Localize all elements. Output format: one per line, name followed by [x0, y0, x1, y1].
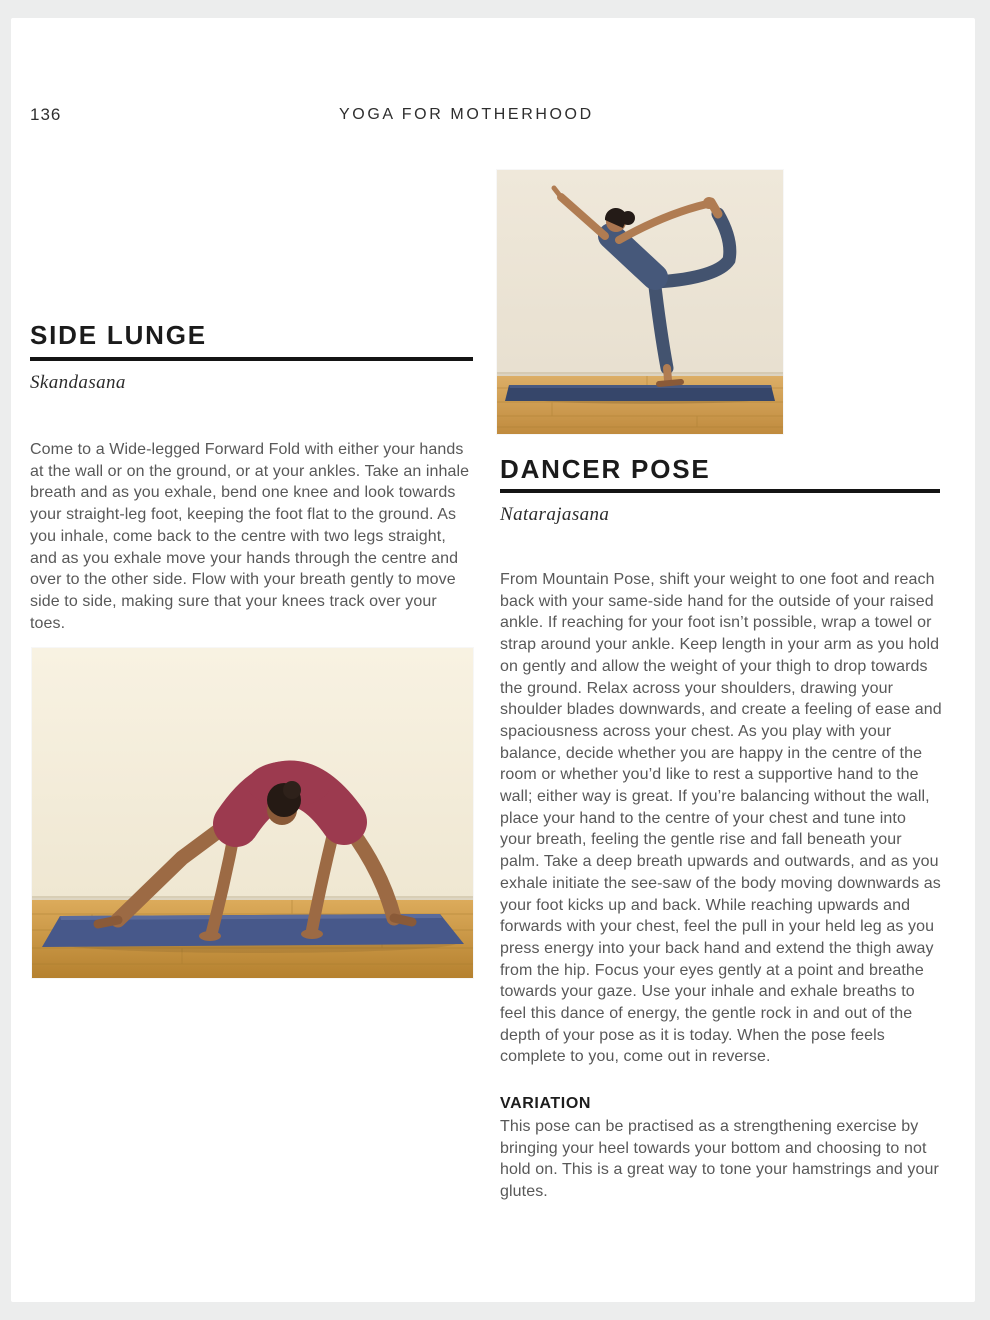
side-lunge-sanskrit-name: Skandasana	[30, 372, 126, 393]
side-lunge-title-rule	[30, 357, 473, 361]
dancer-pose-title-rule	[500, 489, 940, 493]
variation-instructions: This pose can be practised as a strengthening exercise by bringing your heel towards your bottom and choosing to not hold on. This is a great way to tone your hamstrings and your glutes.	[500, 1118, 939, 1201]
dancer-pose-title: DANCER POSE	[500, 454, 711, 484]
dancer-pose-instructions: From Mountain Pose, shift your weight to one foot and reach back with your same-side hand for the outside of your raised ankle. If reaching for your foot isn’t possible, wrap a towel or strap around your ankle. Keep length in your arm as you hold on gently and allow the weight of your thigh to drop towards the ground. Relax across your shoulders, drawing your shoulder blades downwards, and create a feeling of ease and spaciousness across your chest. As you play with your balance, decide whether you are happy in the centre of the room or whether you’d like to rest a supportive hand to the wall; either way is great. If you’re balancing without the wall, place your hand to the centre of your chest and tune into your breath, feeling the gentle rise and fall beneath your palm. Take a deep breath upwards and outwards, and as you exhale initiate the see-saw of the body moving downwards as your foot kicks up and back. While reaching upwards and forwards with your chest, feel the pull in your held leg as you press energy into your back hand and extend the thigh away from the hip. Focus your eyes gently at a point and breathe towards your gaze. Use your inhale and exhale breaths to feel this dance of energy, the gentle rock in and out of the depth of your pose as it is today. When the pose feels complete to you, come out in reverse.	[500, 571, 942, 1066]
dancer-pose-photo	[497, 170, 783, 434]
variation-heading: VARIATION	[500, 1095, 592, 1112]
page-number: 136	[30, 105, 62, 124]
book-page	[11, 18, 975, 1302]
side-lunge-title: SIDE LUNGE	[30, 320, 207, 350]
side-lunge-photo	[32, 648, 473, 978]
side-lunge-illustration	[32, 648, 473, 978]
dancer-pose-illustration	[497, 170, 783, 434]
dancer-pose-sanskrit-name: Natarajasana	[500, 504, 610, 525]
running-title: YOGA FOR MOTHERHOOD	[339, 106, 594, 123]
side-lunge-instructions: Come to a Wide-legged Forward Fold with either your hands at the wall or on the ground, or at your ankles. Take an inhale breath and as you exhale, bend one knee and look towards your straight-leg foot, keeping the foot flat to the ground. As you inhale, come back to the centre with two legs straight, and as you exhale move your hands through the centre and over to the other side. Flow with your breath gently to move side to side, making sure that your knees track over your toes.	[30, 441, 470, 632]
